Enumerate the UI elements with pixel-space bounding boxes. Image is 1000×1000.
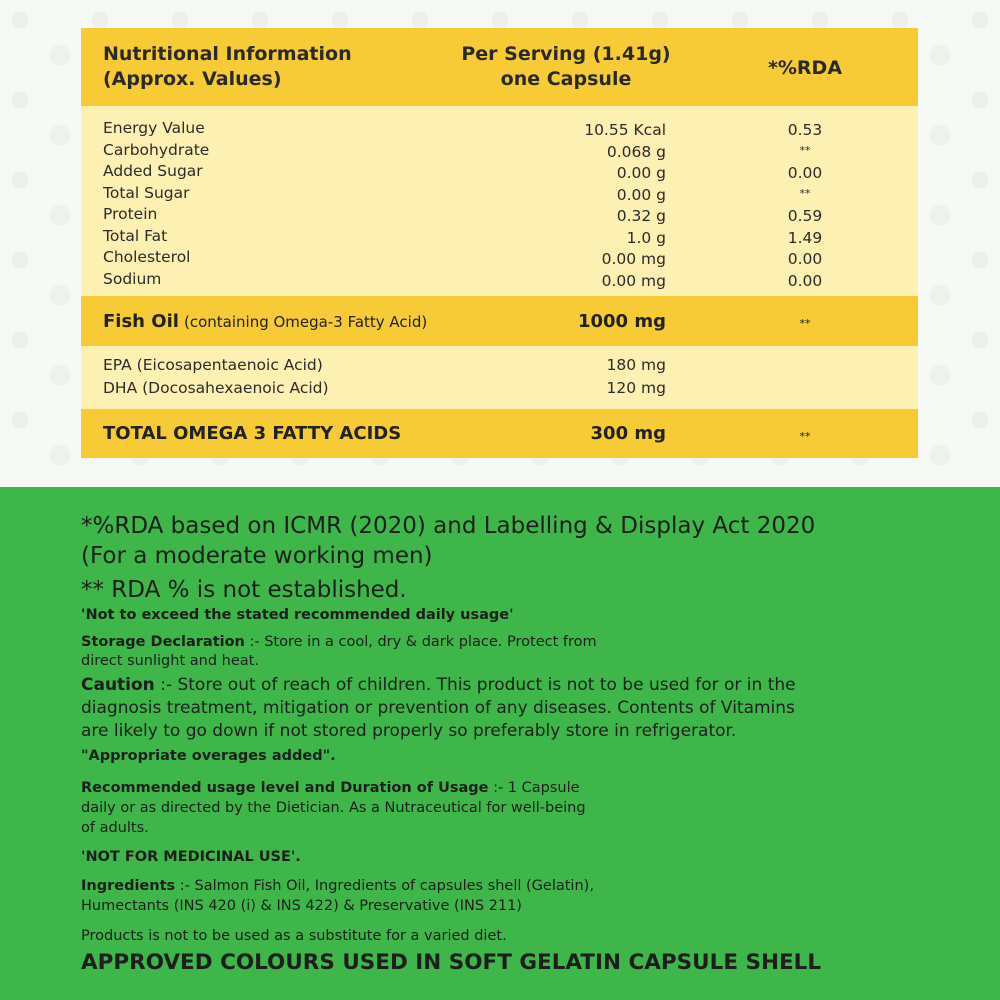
nutrient-value: 0.068 g: [606, 142, 666, 161]
nutrient-rda: 0.00: [787, 164, 823, 182]
nutrient-value: 0.00 mg: [601, 250, 666, 268]
nutrient-name: Energy Value: [103, 119, 205, 137]
caution-line-3: are likely to go down if not stored properly so preferably store in refrigerator.: [81, 721, 737, 741]
rda-note-3: ** RDA % is not established.: [81, 577, 407, 603]
nutrient-name: Total Sugar: [103, 183, 190, 202]
caution: [81, 674, 796, 697]
total-omega-rda: **: [799, 430, 811, 443]
fish-oil-name: Fish Oil: [103, 311, 179, 332]
fish-oil-detail: (containing Omega-3 Fatty Acid): [184, 313, 428, 331]
nutrient-name: Added Sugar: [103, 162, 203, 180]
nutrient-name: Cholesterol: [103, 248, 191, 266]
nutrient-value: 0.00 mg: [601, 271, 666, 290]
nutrient-rda: 0.59: [787, 207, 823, 225]
nutrient-rda: 1.49: [787, 228, 823, 247]
approved-colours-heading: APPROVED COLOURS USED IN SOFT GELATIN CAPSULE SHELL: [81, 950, 822, 975]
nutrient-rda: **: [799, 143, 811, 157]
header-rda-label: *%RDA: [767, 57, 843, 79]
usage-note: [81, 779, 580, 799]
nutrient-name: Sodium: [103, 269, 162, 288]
nutrient-name: Carbohydrate: [103, 140, 210, 159]
nutrient-value: 0.32 g: [616, 207, 666, 225]
header-serving-label-1: Per Serving (1.41g): [461, 43, 671, 65]
fatty-acid-name: EPA (Eicosapentaenoic Acid): [103, 356, 323, 374]
ingredients-text: :- Salmon Fish Oil, Ingredients of capsules shell (Gelatin),: [175, 878, 594, 894]
total-omega-value: 300 mg: [590, 423, 666, 444]
nutrient-value: 0.00 g: [616, 164, 666, 182]
storage-text: :- Store in a cool, dry & dark place. Protect from: [244, 634, 597, 650]
nutrient-name: Protein: [103, 205, 158, 223]
fish-oil-label: [103, 311, 427, 333]
header-nutrition-label-2: (Approx. Values): [103, 68, 282, 90]
rda-note-2: (For a moderate working men): [81, 543, 433, 569]
storage-declaration: [81, 633, 597, 653]
caution-text: :- Store out of reach of children. This product is not to be used for or in the: [154, 675, 796, 695]
nutrient-rda: 0.00: [787, 271, 823, 290]
nutrient-value: 1.0 g: [626, 228, 666, 247]
storage-label: Storage Declaration: [81, 634, 245, 650]
nutrition-table: [81, 28, 918, 458]
substitute-note: Products is not to be used as a substitute for a varied diet.: [81, 928, 507, 944]
usage-line-2: daily or as directed by the Dietician. As a Nutraceutical for well-being: [81, 800, 586, 816]
fatty-acid-name: DHA (Docosahexaenoic Acid): [103, 379, 329, 397]
nutrient-name: Total Fat: [103, 226, 168, 245]
header-nutrition-label-1: Nutritional Information: [103, 43, 352, 65]
ingredients-label: Ingredients: [81, 878, 176, 894]
header-serving-label-2: one Capsule: [500, 68, 632, 90]
not-exceed-note: 'Not to exceed the stated recommended daily usage': [81, 607, 514, 623]
not-medicinal-note: 'NOT FOR MEDICINAL USE'.: [81, 849, 301, 865]
ingredients: [81, 877, 594, 897]
ingredients-line-2: Humectants (INS 420 (i) & INS 422) & Preservative (INS 211): [81, 898, 522, 914]
fish-oil-value: 1000 mg: [577, 311, 666, 332]
fish-oil-rda: **: [799, 317, 811, 330]
nutrient-rda: **: [799, 186, 811, 200]
usage-text: :- 1 Capsule: [488, 780, 580, 796]
usage-label: Recommended usage level and Duration of Usage: [81, 780, 489, 796]
caution-label: Caution: [81, 675, 155, 695]
nutrient-value: 0.00 g: [616, 185, 666, 204]
nutrient-rda: 0.53: [787, 121, 823, 139]
fatty-acid-value: 180 mg: [606, 356, 666, 374]
overages-note: "Appropriate overages added".: [81, 748, 336, 764]
nutrient-rda: 0.00: [787, 250, 823, 268]
rda-note-1: *%RDA based on ICMR (2020) and Labelling & Display Act 2020: [81, 513, 816, 539]
caution-line-2: diagnosis treatment, mitigation or prevention of any diseases. Contents of Vitamins: [81, 698, 795, 718]
storage-line-2: direct sunlight and heat.: [81, 653, 259, 669]
usage-line-3: of adults.: [81, 820, 149, 836]
nutrient-value: 10.55 Kcal: [584, 121, 666, 139]
fatty-acid-value: 120 mg: [606, 379, 666, 397]
total-omega-label: TOTAL OMEGA 3 FATTY ACIDS: [103, 423, 402, 444]
